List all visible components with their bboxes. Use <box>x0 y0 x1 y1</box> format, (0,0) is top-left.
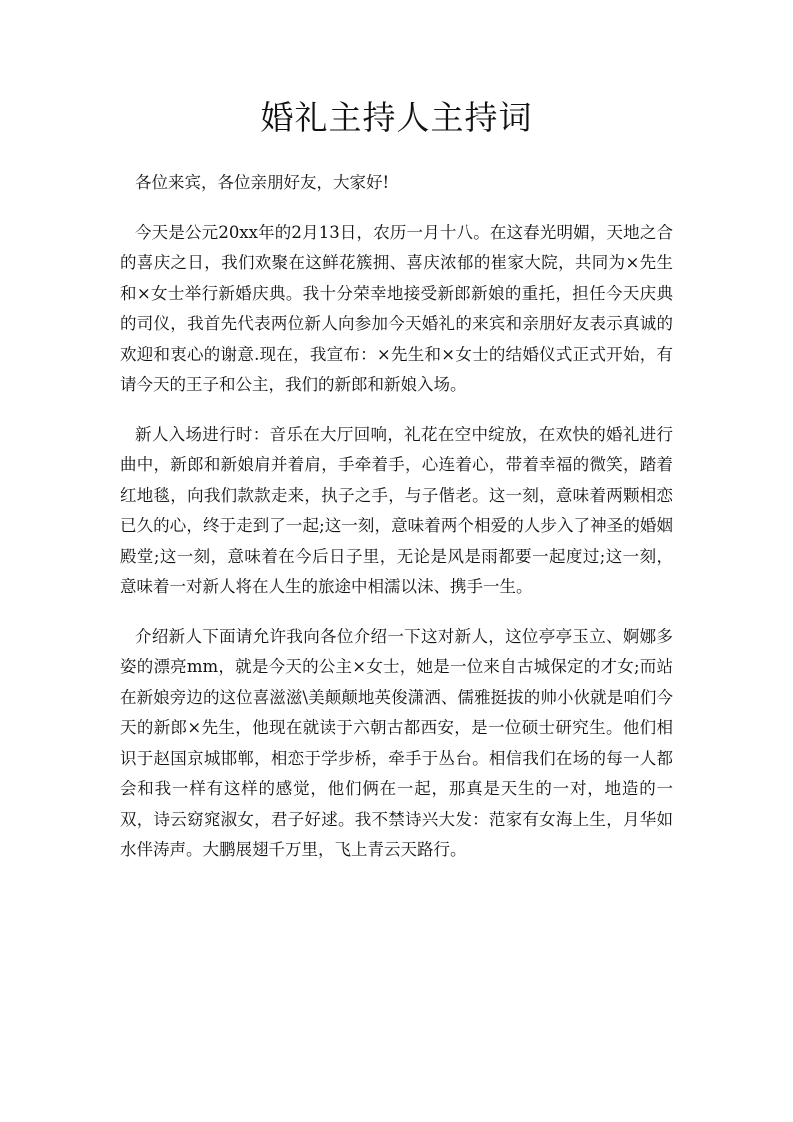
paragraph-entrance: 新人入场进行时：音乐在大厅回响，礼花在空中绽放，在欢快的婚礼进行曲中，新郎和新娘肩并着肩，手牵着手，心连着心，带着幸福的微笑，踏着红地毯，向我们款款走来，执子之手，与子偕老。这一刻，意味着两颗相恋已久的心，终于走到了一起;这一刻，意味着两个相爱的人步入了神圣的婚姻殿堂;这一刻，意味着在今后日子里，无论是风是雨都要一起度过;这一刻，意味着一对新人将在人生的旅途中相濡以沫、携手一生。 <box>120 424 673 596</box>
document-body <box>120 168 673 885</box>
paragraph-opening: 今天是公元20xx年的2月13日，农历一月十八。在这春光明媚，天地之合的喜庆之日，我们欢聚在这鲜花簇拥、喜庆浓郁的崔家大院，共同为×先生和×女士举行新婚庆典。我十分荣幸地接受新郎新娘的重托，担任今天庆典的司仪，我首先代表两位新人向参加今天婚礼的来宾和亲朋好友表示真诚的欢迎和衷心的谢意.现在，我宣布：×先生和×女士的结婚仪式正式开始，有请今天的王子和公主，我们的新郎和新娘入场。 <box>120 222 673 394</box>
paragraph-greeting: 各位来宾，各位亲朋好友，大家好! <box>135 173 390 192</box>
paragraph-introduction: 介绍新人下面请允许我向各位介绍一下这对新人，这位亭亭玉立、婀娜多姿的漂亮mm，就是今天的公主×女士，她是一位来自古城保定的才女;而站在新娘旁边的这位喜滋滋\美颠颠地英俊潇洒、儒雅挺拔的帅小伙就是咱们今天的新郎×先生，他现在就读于六朝古都西安，是一位硕士研究生。他们相识于赵国京城邯郸，相恋于学步桥，牵手于丛台。相信我们在场的每一人都会和我一样有这样的感觉，他们俩在一起，那真是天生的一对，地造的一双，诗云窈窕淑女，君子好逑。我不禁诗兴大发：范家有女海上生，月华如水伴涛声。大鹏展翅千万里，飞上青云天路行。 <box>120 626 673 859</box>
document-title: 婚礼主持人主持词 <box>260 98 533 137</box>
